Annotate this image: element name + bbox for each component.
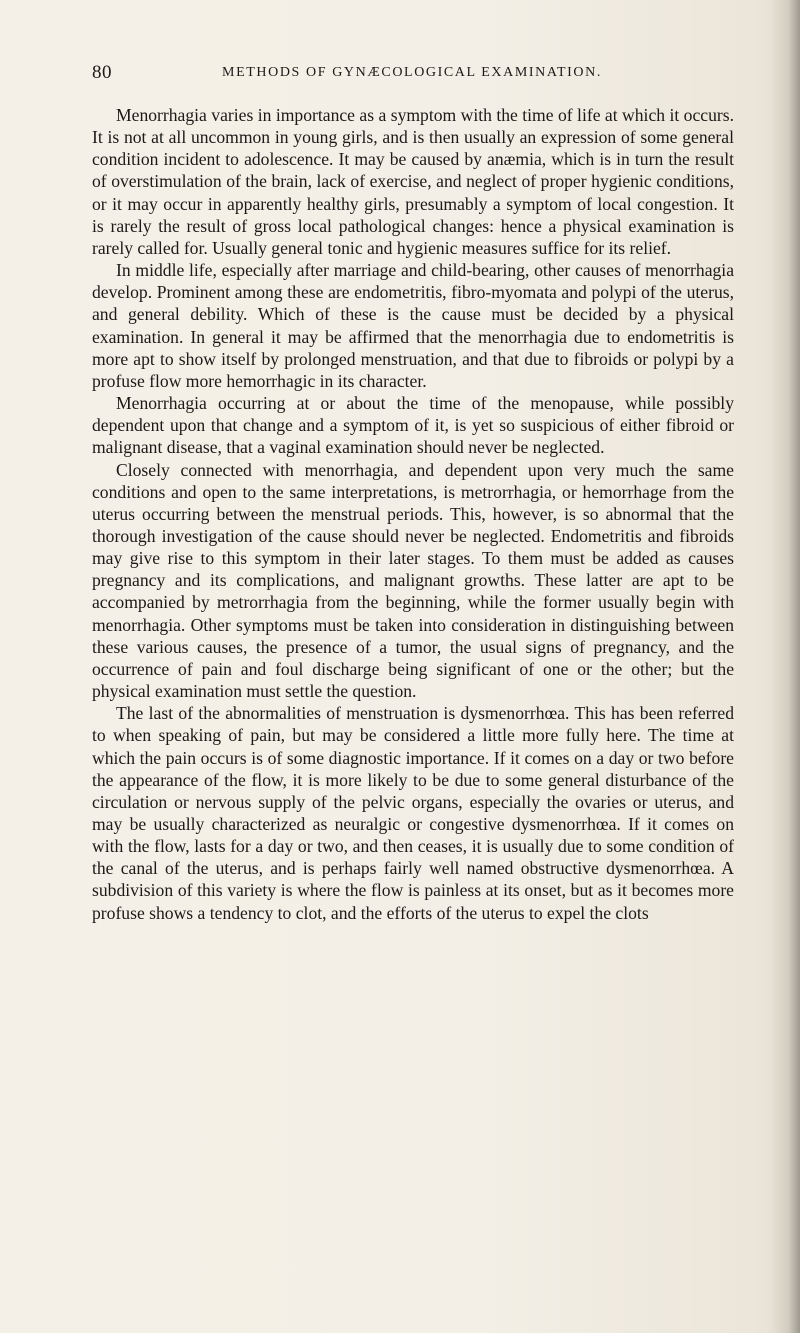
page-header <box>92 62 732 84</box>
paragraph: Menorrhagia varies in importance as a symptom with the time of life at which it occurs. It is not at all uncommon in young girls, and is then usually an expression of some general condition incident to adolescence. It may be caused by anæmia, which is in turn the result of overstimulation of the brain, lack of exercise, and neglect of proper hygienic conditions, or it may occur in apparently healthy girls, presumably a symptom of local congestion. It is rarely the result of gross local pathological changes: hence a physical examination is rarely called for. Usually general tonic and hygienic measures suffice for its relief. <box>92 105 734 258</box>
page-number: 80 <box>92 62 112 83</box>
page-edge-shadow <box>770 0 800 1333</box>
paragraph: In middle life, especially after marriage and child-bearing, other causes of menorrhagia develop. Prominent among these are endometritis, fibro-myomata and polypi of the uterus, and general debility. Which of these is the cause must be decided by a physical examination. In general it may be affirmed that the menorrhagia due to endometritis is more apt to show itself by prolonged menstruation, and that due to fibroids or polypi by a profuse flow more hemorrhagic in its character. <box>92 260 734 391</box>
paragraph: Menorrhagia occurring at or about the time of the menopause, while possibly dependent upon that change and a symptom of it, is yet so suspicious of either fibroid or malignant disease, that a vaginal examination should never be neglected. <box>92 393 734 458</box>
paragraph: Closely connected with menorrhagia, and dependent upon very much the same conditions and open to the same interpretations, is metrorrhagia, or hemorrhage from the uterus occurring between the menstrual periods. This, however, is so abnormal that the thorough investigation of the cause should never be neglected. Endometritis and fibroids may give rise to this symptom in their later stages. To them must be added as causes pregnancy and its complications, and malignant growths. These latter are apt to be accompanied by metrorrhagia from the beginning, while the former usually begin with menorrhagia. Other symptoms must be taken into consideration in distinguishing between these various causes, the presence of a tumor, the usual signs of pregnancy, and the occurrence of pain and foul discharge being significant of one or the other; but the physical examination must settle the question. <box>92 459 734 702</box>
body-text <box>92 104 734 924</box>
running-head: METHODS OF GYNÆCOLOGICAL EXAMINATION. <box>222 65 602 80</box>
paragraph: The last of the abnormalities of menstruation is dysmenorrhœa. This has been referred to when speaking of pain, but may be considered a little more fully here. The time at which the pain occurs is of some diagnostic importance. If it comes on a day or two before the appearance of the flow, it is more likely to be due to some general disturbance of the circulation or nervous supply of the pelvic organs, especially the ovaries or uterus, and may be usually characterized as neuralgic or congestive dysmenorrhœa. If it comes on with the flow, lasts for a day or two, and then ceases, it is usually due to some condition of the canal of the uterus, and is perhaps fairly well named obstructive dysmenorrhœa. A subdivision of this variety is where the flow is painless at its onset, but as it becomes more profuse shows a tendency to clot, and the efforts of the uterus to expel the clots <box>92 703 734 923</box>
